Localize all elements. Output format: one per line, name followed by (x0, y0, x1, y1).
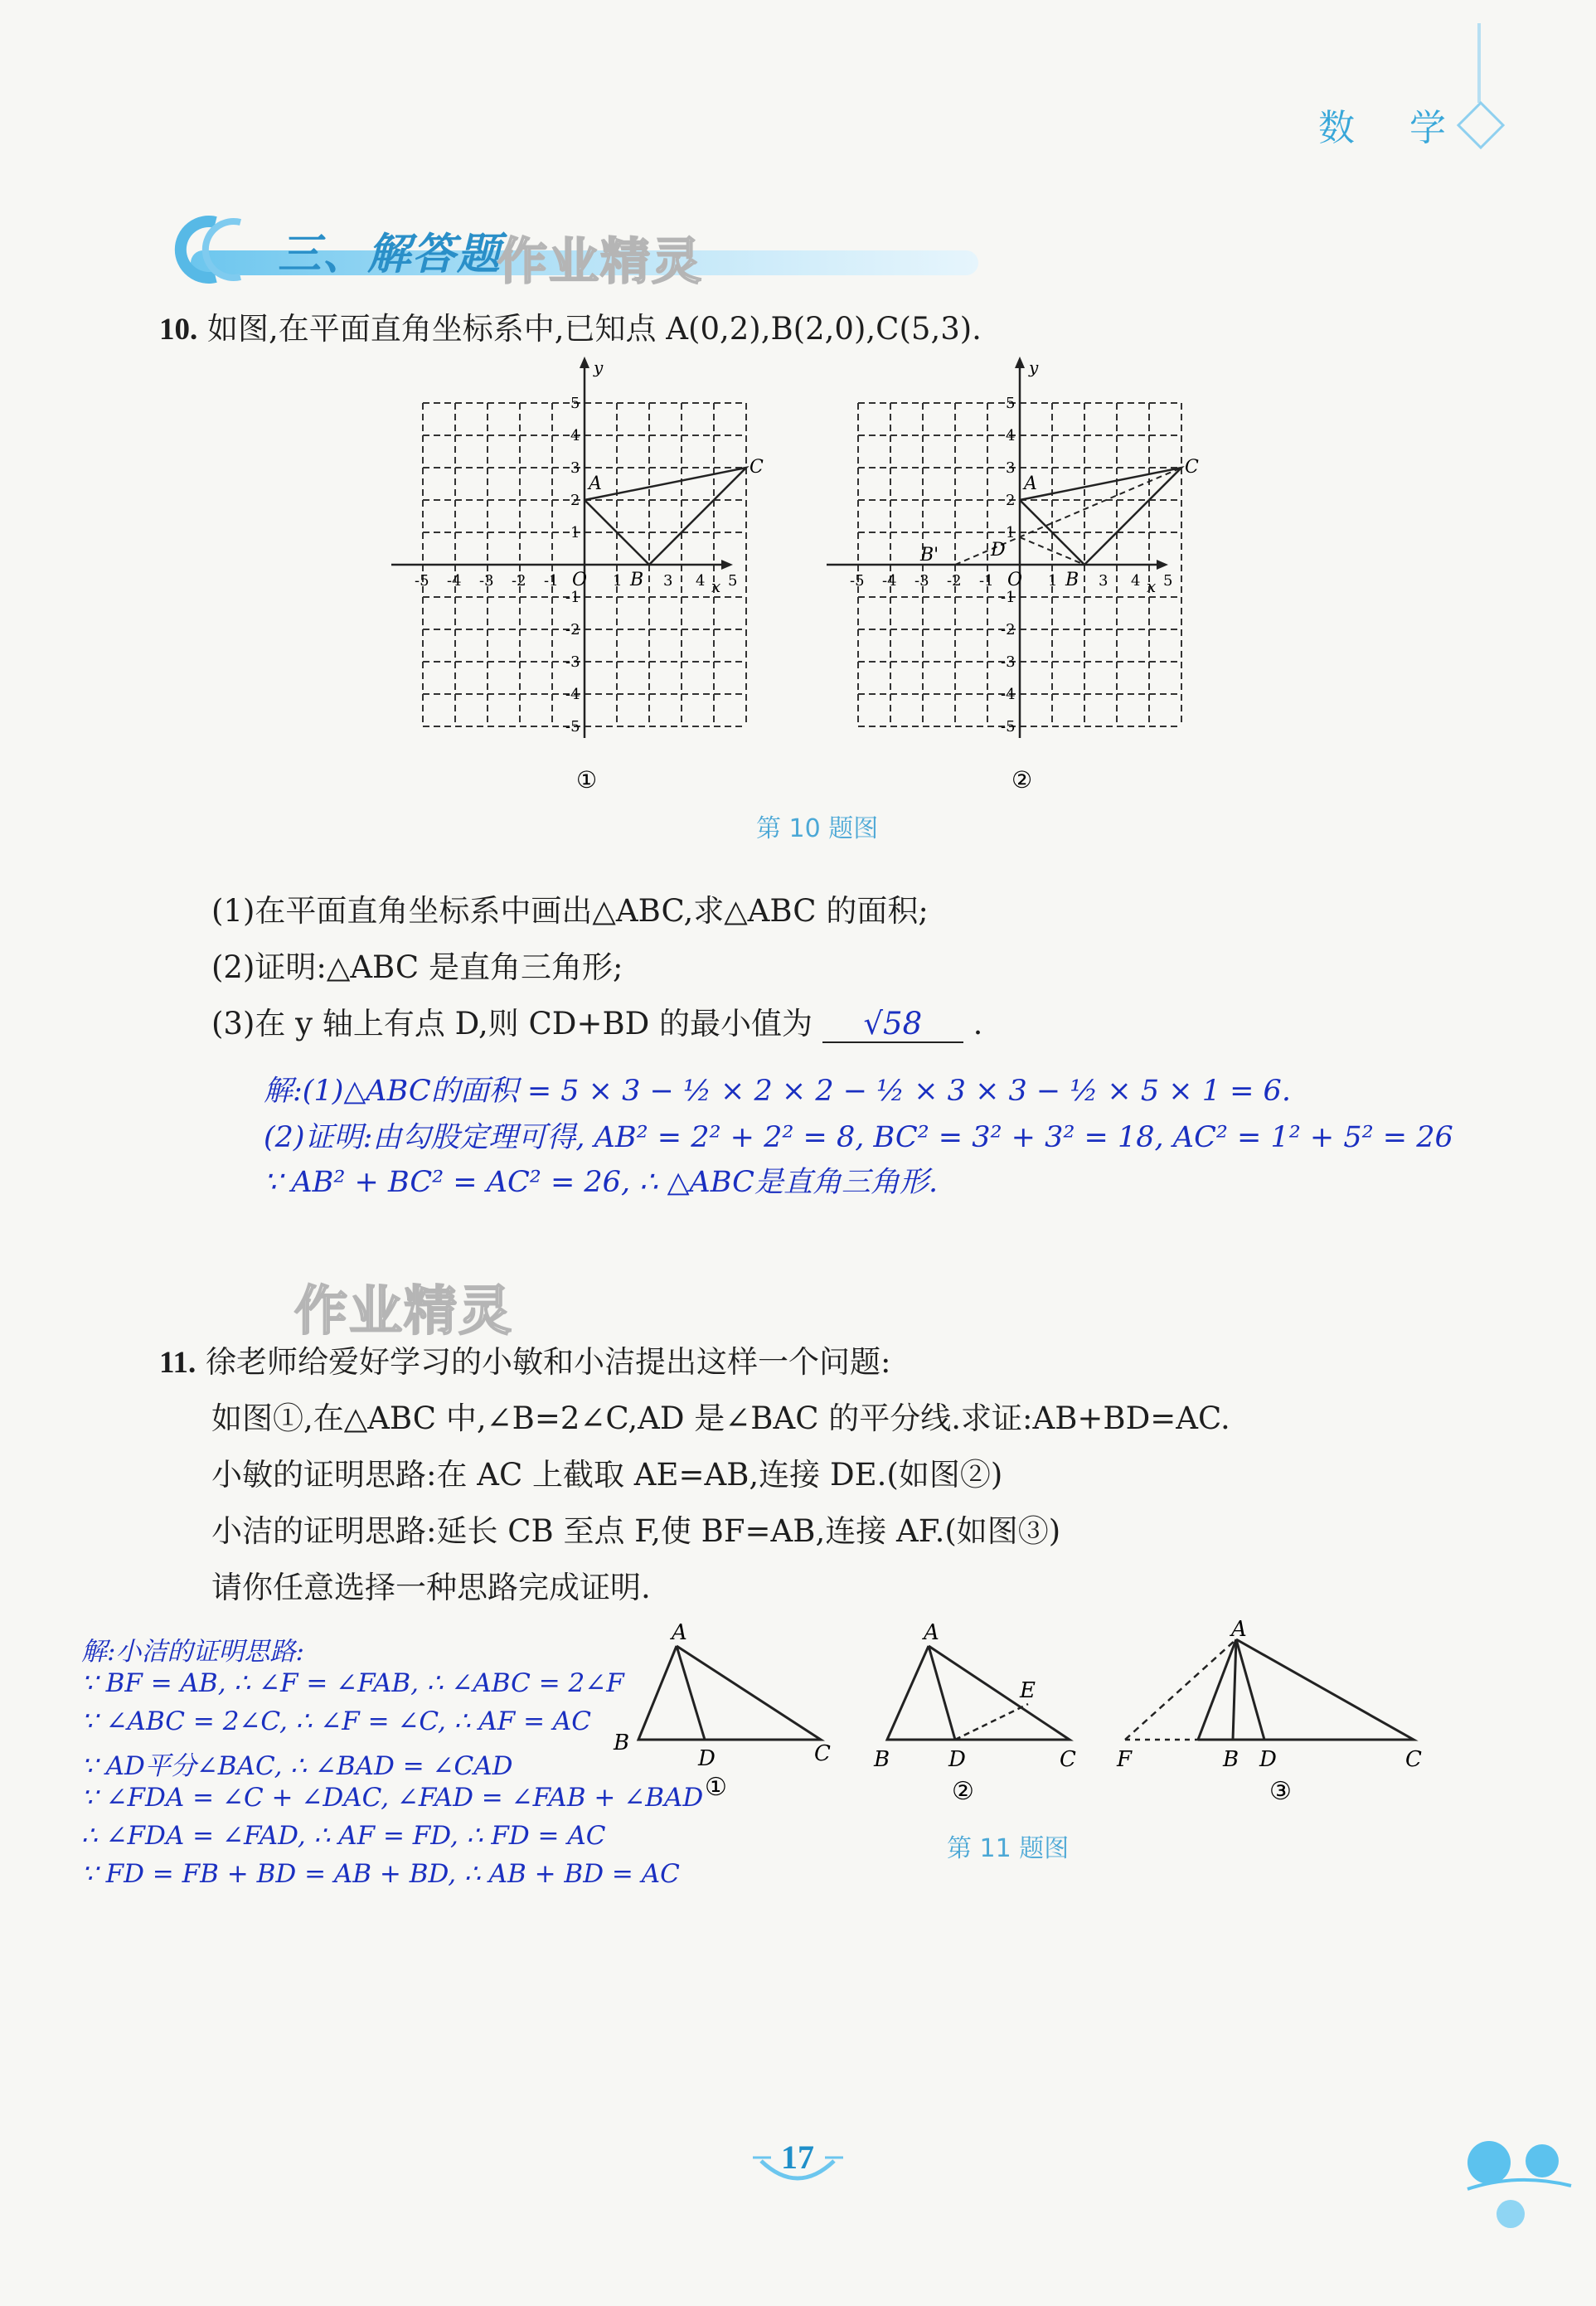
q10-fig1-tick: 3 (570, 459, 580, 477)
q10-figure-2 (817, 357, 1199, 804)
q10-fig1-tick: -5 (415, 572, 429, 590)
q10-fig1-x-label: x (711, 576, 721, 596)
q10-fig1-point-b: B (630, 570, 644, 590)
q10-fig2-point-d: D (991, 540, 1006, 561)
q10-fig2-tick: -1 (1001, 589, 1016, 606)
q11-fig2-point-e: E (1020, 1678, 1036, 1703)
q10-stem (159, 303, 982, 348)
q10-fig2-tick: 3 (1099, 572, 1108, 590)
page-number: 17 (781, 2139, 814, 2176)
q10-fig2-tick: -2 (1001, 621, 1016, 638)
q11-stem (159, 1337, 890, 1381)
q10-stem-text: 如图,在平面直角坐标系中,已知点 A(0,2),B(2,0),C(5,3). (207, 311, 982, 347)
watermark: 作业精灵 (294, 1281, 513, 1342)
q10-fig2-tick: 5 (1006, 395, 1016, 412)
q10-fig1-tick: -2 (565, 621, 580, 638)
q10-figure-caption: 第 10 题图 (756, 814, 879, 843)
q10-fig2-point-b: B (1065, 570, 1079, 590)
q11-solution-line: ∵ AD平分∠BAC, ∴ ∠BAD = ∠CAD (81, 1751, 513, 1781)
q10-part3-text: (3)在 y 轴上有点 D,则 CD+BD 的最小值为 (211, 1006, 813, 1041)
q10-fig2-tick: -4 (882, 572, 897, 590)
q10-fig1-tick: -2 (512, 572, 526, 590)
q11-number: 11. (159, 1346, 196, 1380)
q10-fig1-tick: 5 (570, 395, 580, 412)
q10-fig2-tick: -4 (1001, 686, 1016, 703)
q10-fig1-y-label: y (594, 357, 604, 377)
q10-fig1-tick: -3 (479, 572, 494, 590)
q11-stem-text: 徐老师给爱好学习的小敏和小洁提出这样一个问题: (205, 1344, 891, 1380)
q10-fig2-tick: -3 (914, 572, 929, 590)
q10-fig2-label: ② (1011, 766, 1033, 794)
q10-fig2-tick: -5 (1001, 718, 1016, 735)
q10-fig1-origin: O (572, 570, 588, 590)
q10-fig1-tick: -4 (447, 572, 462, 590)
q11-figure-1 (605, 1621, 842, 1808)
q11-fig3-point-c: C (1405, 1747, 1422, 1772)
corner-dots-ornament (1459, 2131, 1575, 2239)
q11-line2: 小敏的证明思路:在 AC 上截取 AE=AB,连接 DE.(如图②) (211, 1457, 1003, 1493)
q11-solution-line: ∵ ∠FDA = ∠C + ∠DAC, ∠FAD = ∠FAB + ∠BAD (81, 1783, 704, 1813)
q11-fig1-label: ① (705, 1773, 727, 1802)
q10-solution-line2: (2)证明:由勾股定理可得, AB² = 2² + 2² = 8, BC² = 3² + 3² = 18, AC² = 1² + 5² = 26 (264, 1121, 1453, 1154)
q10-fig2-tick: 4 (1006, 427, 1016, 444)
q11-fig2-label: ② (952, 1777, 974, 1806)
q11-figure-2 (862, 1621, 1094, 1808)
q10-part3-period: . (973, 1006, 983, 1041)
q10-fig1-point-c: C (749, 457, 764, 478)
q10-fig2-y-label: y (1029, 357, 1039, 377)
q10-fig2-tick: 5 (1163, 572, 1173, 590)
q11-fig3-point-f: F (1117, 1747, 1133, 1772)
q11-fig2-point-b: B (874, 1747, 890, 1772)
q11-figure-3 (1107, 1617, 1434, 1808)
q11-line4: 请你任意选择一种思路完成证明. (211, 1570, 651, 1605)
section-title: 三、解答题 (278, 230, 502, 279)
q10-fig2-tick: -2 (947, 572, 962, 590)
q11-solution-line: ∵ FD = FB + BD = AB + BD, ∴ AB + BD = AC (81, 1859, 680, 1889)
q10-fig1-point-a: A (589, 473, 602, 494)
q10-solution-line1: 解:(1)△ABC的面积 = 5 × 3 − ½ × 2 × 2 − ½ × 3 × 3 − ½ × 5 × 1 = 6. (264, 1075, 1291, 1108)
q10-fig2-tick: 2 (1006, 492, 1016, 509)
q11-solution-line: 解:小洁的证明思路: (81, 1637, 304, 1667)
q10-fig1-tick: -1 (544, 572, 559, 590)
q11-fig3-point-a: A (1231, 1617, 1247, 1642)
q11-fig1-point-d: D (698, 1746, 716, 1771)
q11-solution-line: ∵ ∠ABC = 2∠C, ∴ ∠F = ∠C, ∴ AF = AC (81, 1706, 592, 1736)
q11-fig1-point-b: B (614, 1731, 630, 1755)
q11-fig3-point-b: B (1223, 1747, 1239, 1772)
q10-fig2-tick: -3 (1001, 653, 1016, 671)
diamond-icon (1455, 100, 1506, 151)
q11-solution-line: ∴ ∠FDA = ∠FAD, ∴ AF = FD, ∴ FD = AC (81, 1821, 606, 1851)
q10-fig1-tick: 3 (663, 572, 673, 590)
q10-fig2-point-c: C (1185, 457, 1199, 478)
q10-fig1-tick: -1 (565, 589, 580, 606)
q10-fig1-tick: 5 (728, 572, 738, 590)
q10-fig2-tick: 4 (1131, 572, 1141, 590)
q11-fig3-label: ③ (1269, 1777, 1292, 1806)
q10-fig1-tick: 2 (570, 492, 580, 509)
q10-solution-line3: ∵ AB² + BC² = AC² = 26, ∴ △ABC是直角三角形. (264, 1166, 939, 1199)
q10-fig2-tick: 1 (1048, 572, 1058, 590)
q10-fig2-origin: O (1007, 570, 1023, 590)
q10-fig1-tick: 1 (613, 572, 623, 590)
q11-line3: 小洁的证明思路:延长 CB 至点 F,使 BF=AB,连接 AF.(如图③) (211, 1513, 1061, 1549)
q10-fig1-tick: -3 (565, 653, 580, 671)
q10-part3-answer: √58 (822, 1006, 963, 1043)
q10-fig1-tick: -4 (565, 686, 580, 703)
q11-fig1-point-c: C (814, 1741, 831, 1766)
watermark: 作业精灵 (497, 233, 703, 291)
q11-figure-caption: 第 11 题图 (947, 1834, 1070, 1863)
q11-fig2-point-a: A (924, 1620, 939, 1645)
q10-figure-1 (381, 357, 764, 804)
q10-fig1-tick: 1 (570, 524, 580, 541)
q11-fig3-point-d: D (1259, 1747, 1277, 1772)
q10-part1: (1)在平面直角坐标系中画出△ABC,求△ABC 的面积; (211, 893, 929, 929)
header-rule (1477, 23, 1481, 103)
q10-fig2-x-label: x (1147, 576, 1157, 596)
q10-fig2-tick: -5 (850, 572, 865, 590)
q10-fig1-tick: -5 (565, 718, 580, 735)
q11-fig2-point-d: D (948, 1747, 966, 1772)
q10-fig1-tick: 4 (696, 572, 706, 590)
q10-fig1-tick: 4 (570, 427, 580, 444)
q10-fig2-tick: -1 (979, 572, 994, 590)
q10-fig2-point-a: A (1024, 473, 1037, 494)
q11-solution-line: ∵ BF = AB, ∴ ∠F = ∠FAB, ∴ ∠ABC = 2∠F (81, 1668, 624, 1698)
q10-part2: (2)证明:△ABC 是直角三角形; (211, 949, 623, 985)
q11-line1: 如图①,在△ABC 中,∠B=2∠C,AD 是∠BAC 的平分线.求证:AB+BD=AC. (211, 1401, 1230, 1436)
q10-fig2-point-b-reflect: B' (920, 545, 939, 566)
q10-fig1-label: ① (576, 766, 598, 794)
q10-number: 10. (159, 313, 198, 347)
q10-part3 (211, 998, 982, 1043)
q10-fig2-tick: 3 (1006, 459, 1016, 477)
header-subject: 数 学 (1318, 107, 1467, 149)
q10-fig2-tick: 1 (1006, 524, 1016, 541)
q11-fig1-point-a: A (672, 1620, 687, 1645)
q11-fig2-point-c: C (1060, 1747, 1076, 1772)
